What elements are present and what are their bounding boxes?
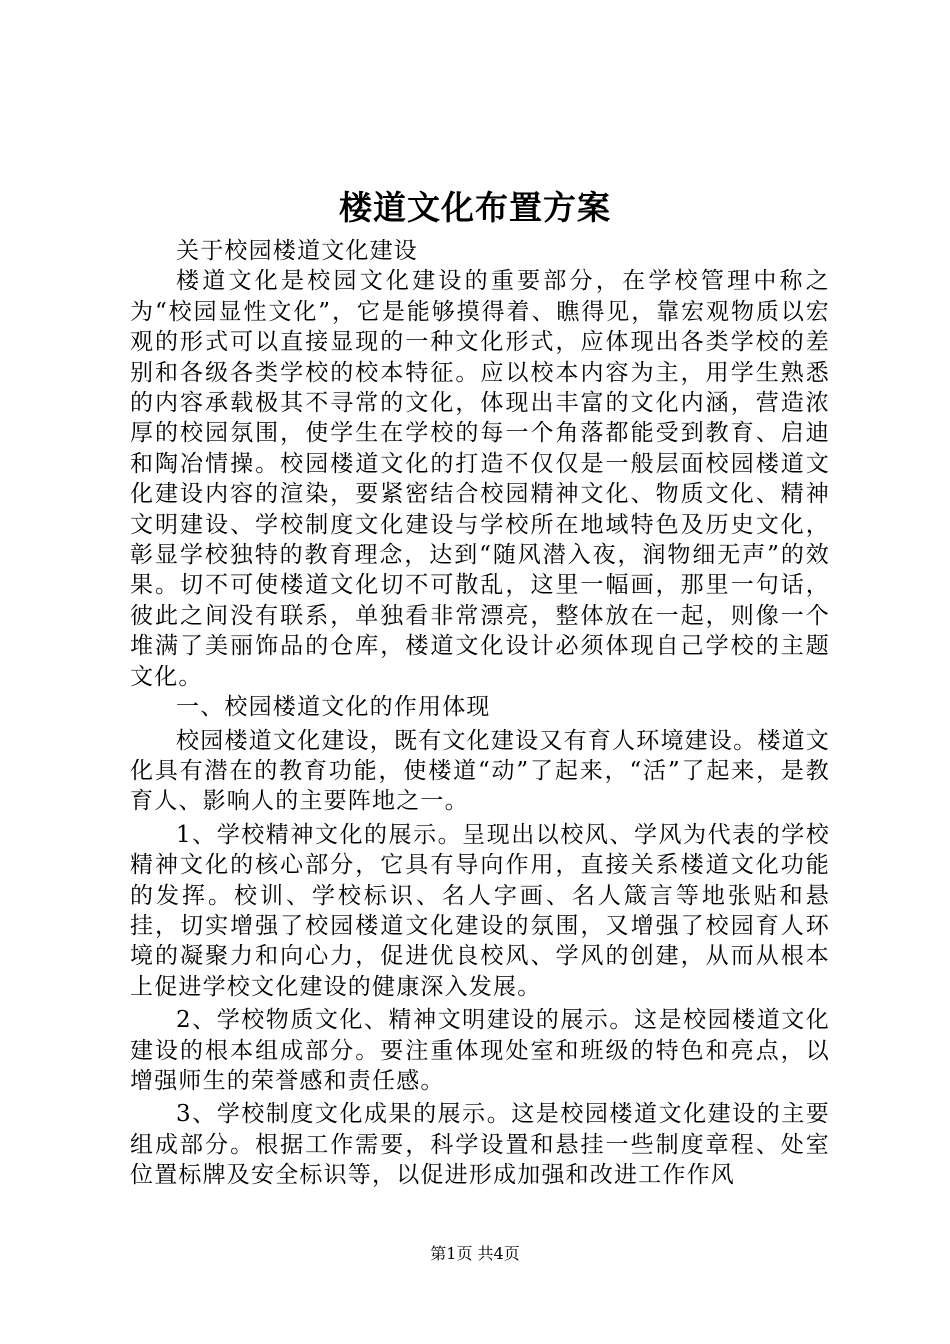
subtitle-paragraph: 关于校园楼道文化建设 bbox=[176, 238, 418, 264]
intro-paragraph: 楼道文化是校园文化建设的重要部分，在学校管理中称之为“校园显性文化”，它是能够摸得着、瞧得见，靠宏观物质以宏观的形式可以直接显现的一种文化形式，应体现出各类学校的差别和各级各类学校的校本特征。应以校本内容为主，用学生熟悉的内容承载极其不寻常的文化，体现出丰富的文化内涵，营造浓厚的校园氛围，使学生在学校的每一个角落都能受到教育、启迪和陶冶情操。校园楼道文化的打造不仅仅是一般层面校园楼道文化建设内容的渲染，要紧密结合校园精神文化、物质文化、精神文明建设、学校制度文化建设与学校所在地域特色及历史文化，彰显学校独特的教育理念，达到“随风潜入夜，润物细无声”的效果。切不可使楼道文化切不可散乱，这里一幅画，那里一句话，彼此之间没有联系，单独看非常漂亮，整体放在一起，则像一个堆满了美丽饰品的仓库，楼道文化设计必须体现自己学校的主题文化。 bbox=[130, 268, 830, 690]
list-item-paragraph: 3、学校制度文化成果的展示。这是校园楼道文化建设的主要组成部分。根据工作需要，科学设置和悬挂一些制度章程、处室位置标牌及安全标识等，以促进形成加强和改进工作作风 bbox=[130, 1101, 830, 1189]
document-body bbox=[130, 236, 830, 1191]
list-item-paragraph: 2、学校物质文化、精神文明建设的展示。这是校园楼道文化建设的根本组成部分。要注重体现处室和班级的特色和亮点，以增强师生的荣誉感和责任感。 bbox=[130, 1007, 830, 1094]
section-paragraph: 校园楼道文化建设，既有文化建设又有育人环境建设。楼道文化具有潜在的教育功能，使楼道“动”了起来，“活”了起来，是教育人、影响人的主要阵地之一。 bbox=[130, 727, 830, 815]
document-title: 楼道文化布置方案 bbox=[339, 188, 611, 227]
section-heading: 一、校园楼道文化的作用体现 bbox=[176, 694, 491, 721]
page-footer: 第1页 共4页 bbox=[430, 1244, 520, 1263]
list-item-paragraph: 1、学校精神文化的展示。呈现出以校风、学风为代表的学校精神文化的核心部分，它具有导向作用，直接关系楼道文化功能的发挥。校训、学校标识、名人字画、名人箴言等地张贴和悬挂，切实增强了校园楼道文化建设的氛围，又增强了校园育人环境的凝聚力和向心力，促进优良校风、学风的创建，从而从根本上促进学校文化建设的健康深入发展。 bbox=[130, 821, 830, 1000]
